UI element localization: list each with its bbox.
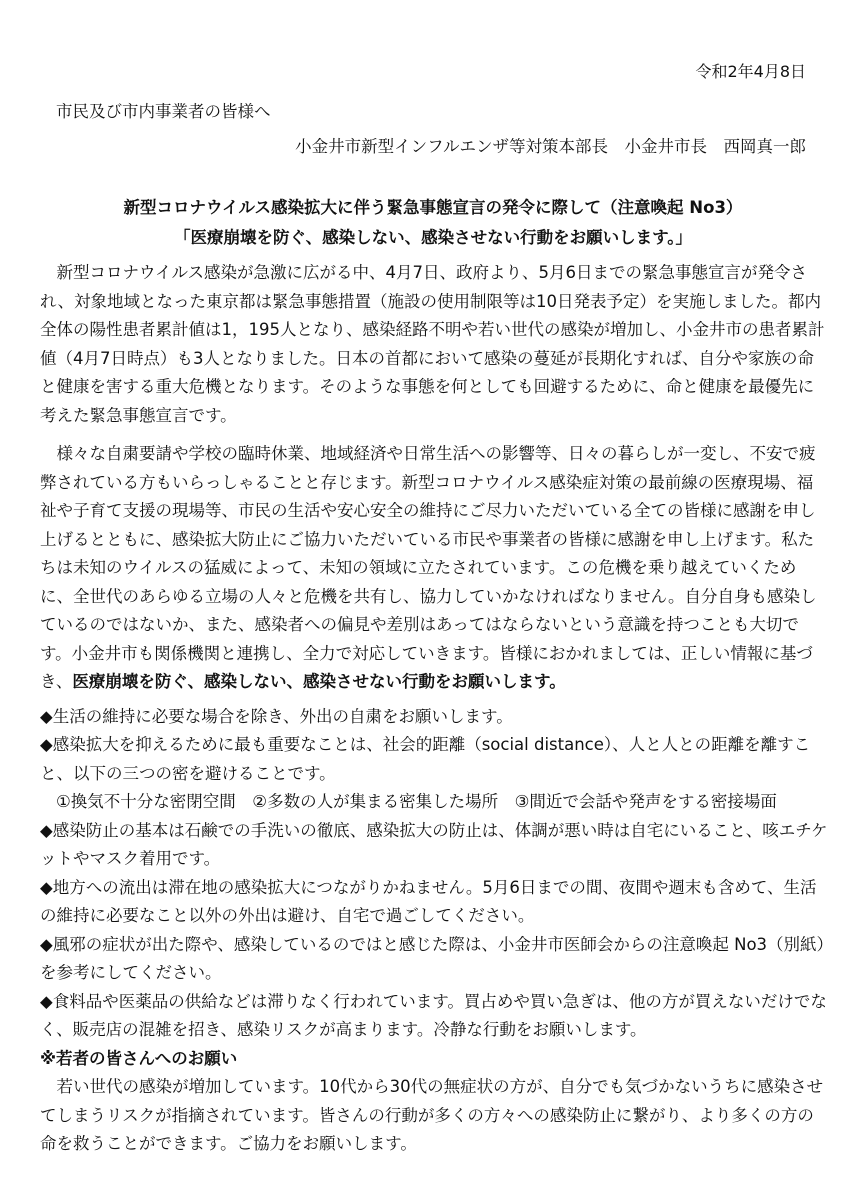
- addressee: 市民及び市内事業者の皆様へ: [56, 102, 271, 121]
- document-body: [40, 259, 828, 1159]
- paragraph-2: [40, 440, 828, 697]
- document-title: [0, 193, 866, 253]
- bullet-item: ◆生活の維持に必要な場合を除き、外出の自粛をお願いします。: [40, 706, 513, 726]
- document-date: 令和2年4月8日: [695, 62, 806, 81]
- sender: 小金井市新型インフルエンザ等対策本部長 小金井市長 西岡真一郎: [295, 137, 806, 156]
- bullet-item: ◆食料品や医薬品の供給などは滞りなく行われています。買占めや買い急ぎは、他の方が買えないだけでなく、販売店の混雑を招き、感染リスクが高まります。冷静な行動をお願いします。: [40, 991, 827, 1039]
- paragraph-1: 新型コロナウイルス感染が急激に広がる中、4月7日、政府より、5月6日までの緊急事態宣言が発令され、対象地域となった東京都は緊急事態措置（施設の使用制限等は10日発表予定）を実施しました。都内全体の陽性患者累計値は1，195人となり、感染経路不明や若い世代の感染が増加し、小金井市の患者累計値（4月7日時点）も3人となりました。日本の首都において感染の蔓延が長期化すれば、自分や家族の命と健康を害する重大危機となります。そのような事態を何としても回避するために、命と健康を最優先に考えた緊急事態宣言です。: [40, 263, 825, 425]
- youth-text: 若い世代の感染が増加しています。10代から30代の無症状の方が、自分でも気づかないうちに感染させてしまうリスクが指摘されています。皆さんの行動が多くの方々への感染防止に繋がり、より多くの方の命を救うことができます。ご協力をお願いします。: [40, 1077, 824, 1153]
- title-line-2: 「医療崩壊を防ぐ、感染しない、感染させない行動をお願いします。」: [173, 228, 693, 247]
- bullet-item: ◆感染拡大を抑えるために最も重要なことは、社会的距離（social distance）、人と人との距離を離すこと、以下の三つの密を避けることです。: [40, 735, 811, 783]
- youth-heading: ※若者の皆さんへのお願い: [40, 1048, 238, 1068]
- paragraph-2-emphasis: 医療崩壊を防ぐ、感染しない、感染させない行動をお願いします。: [72, 672, 566, 691]
- bullet-item: ◆感染防止の基本は石鹸での手洗いの徹底、感染拡大の防止は、体調が悪い時は自宅にいること、咳エチケットやマスク着用です。: [40, 820, 828, 868]
- paragraph-2-text: 様々な自粛要請や学校の臨時休業、地域経済や日常生活への影響等、日々の暮らしが一変し、不安で疲弊されている方もいらっしゃることと存じます。新型コロナウイルス感染症対策の最前線の医療現場、福祉や子育て支援の現場等、市民の生活や安心安全の維持にご尽力いただいている全ての皆様に感謝を申し上げるとともに、感染拡大防止にご協力いただいている市民や事業者の皆様に感謝を申し上げます。私たちは未知のウイルスの猛威によって、未知の領域に立たされています。この危機を乗り越えていくために、全世代のあらゆる立場の人々と危機を共有し、協力していかなければなりません。自分自身も感染しているのではないか、また、感染者への偏見や差別はあってはならないという意識を持つことも大切です。小金井市も関係機関と連携し、全力で対応していきます。皆様におかれましては、正しい情報に基づき、: [40, 444, 817, 691]
- bullet-item: ◆地方への流出は滞在地の感染拡大につながりかねません。5月6日までの間、夜間や週末も含めて、生活の維持に必要なこと以外の外出は避け、自宅で過ごしてください。: [40, 877, 817, 925]
- bullet-list: [40, 703, 828, 1045]
- title-line-1: 新型コロナウイルス感染拡大に伴う緊急事態宣言の発令に際して（注意喚起 No3）: [123, 198, 743, 217]
- bullet-item: ◆風邪の症状が出た際や、感染しているのではと感じた際は、小金井市医師会からの注意喚起 No3（別紙）を参考にしてください。: [40, 934, 825, 982]
- three-mitsu-list: ①換気不十分な密閉空間 ②多数の人が集まる密集した場所 ③間近で会話や発声をする密接場面: [56, 792, 777, 811]
